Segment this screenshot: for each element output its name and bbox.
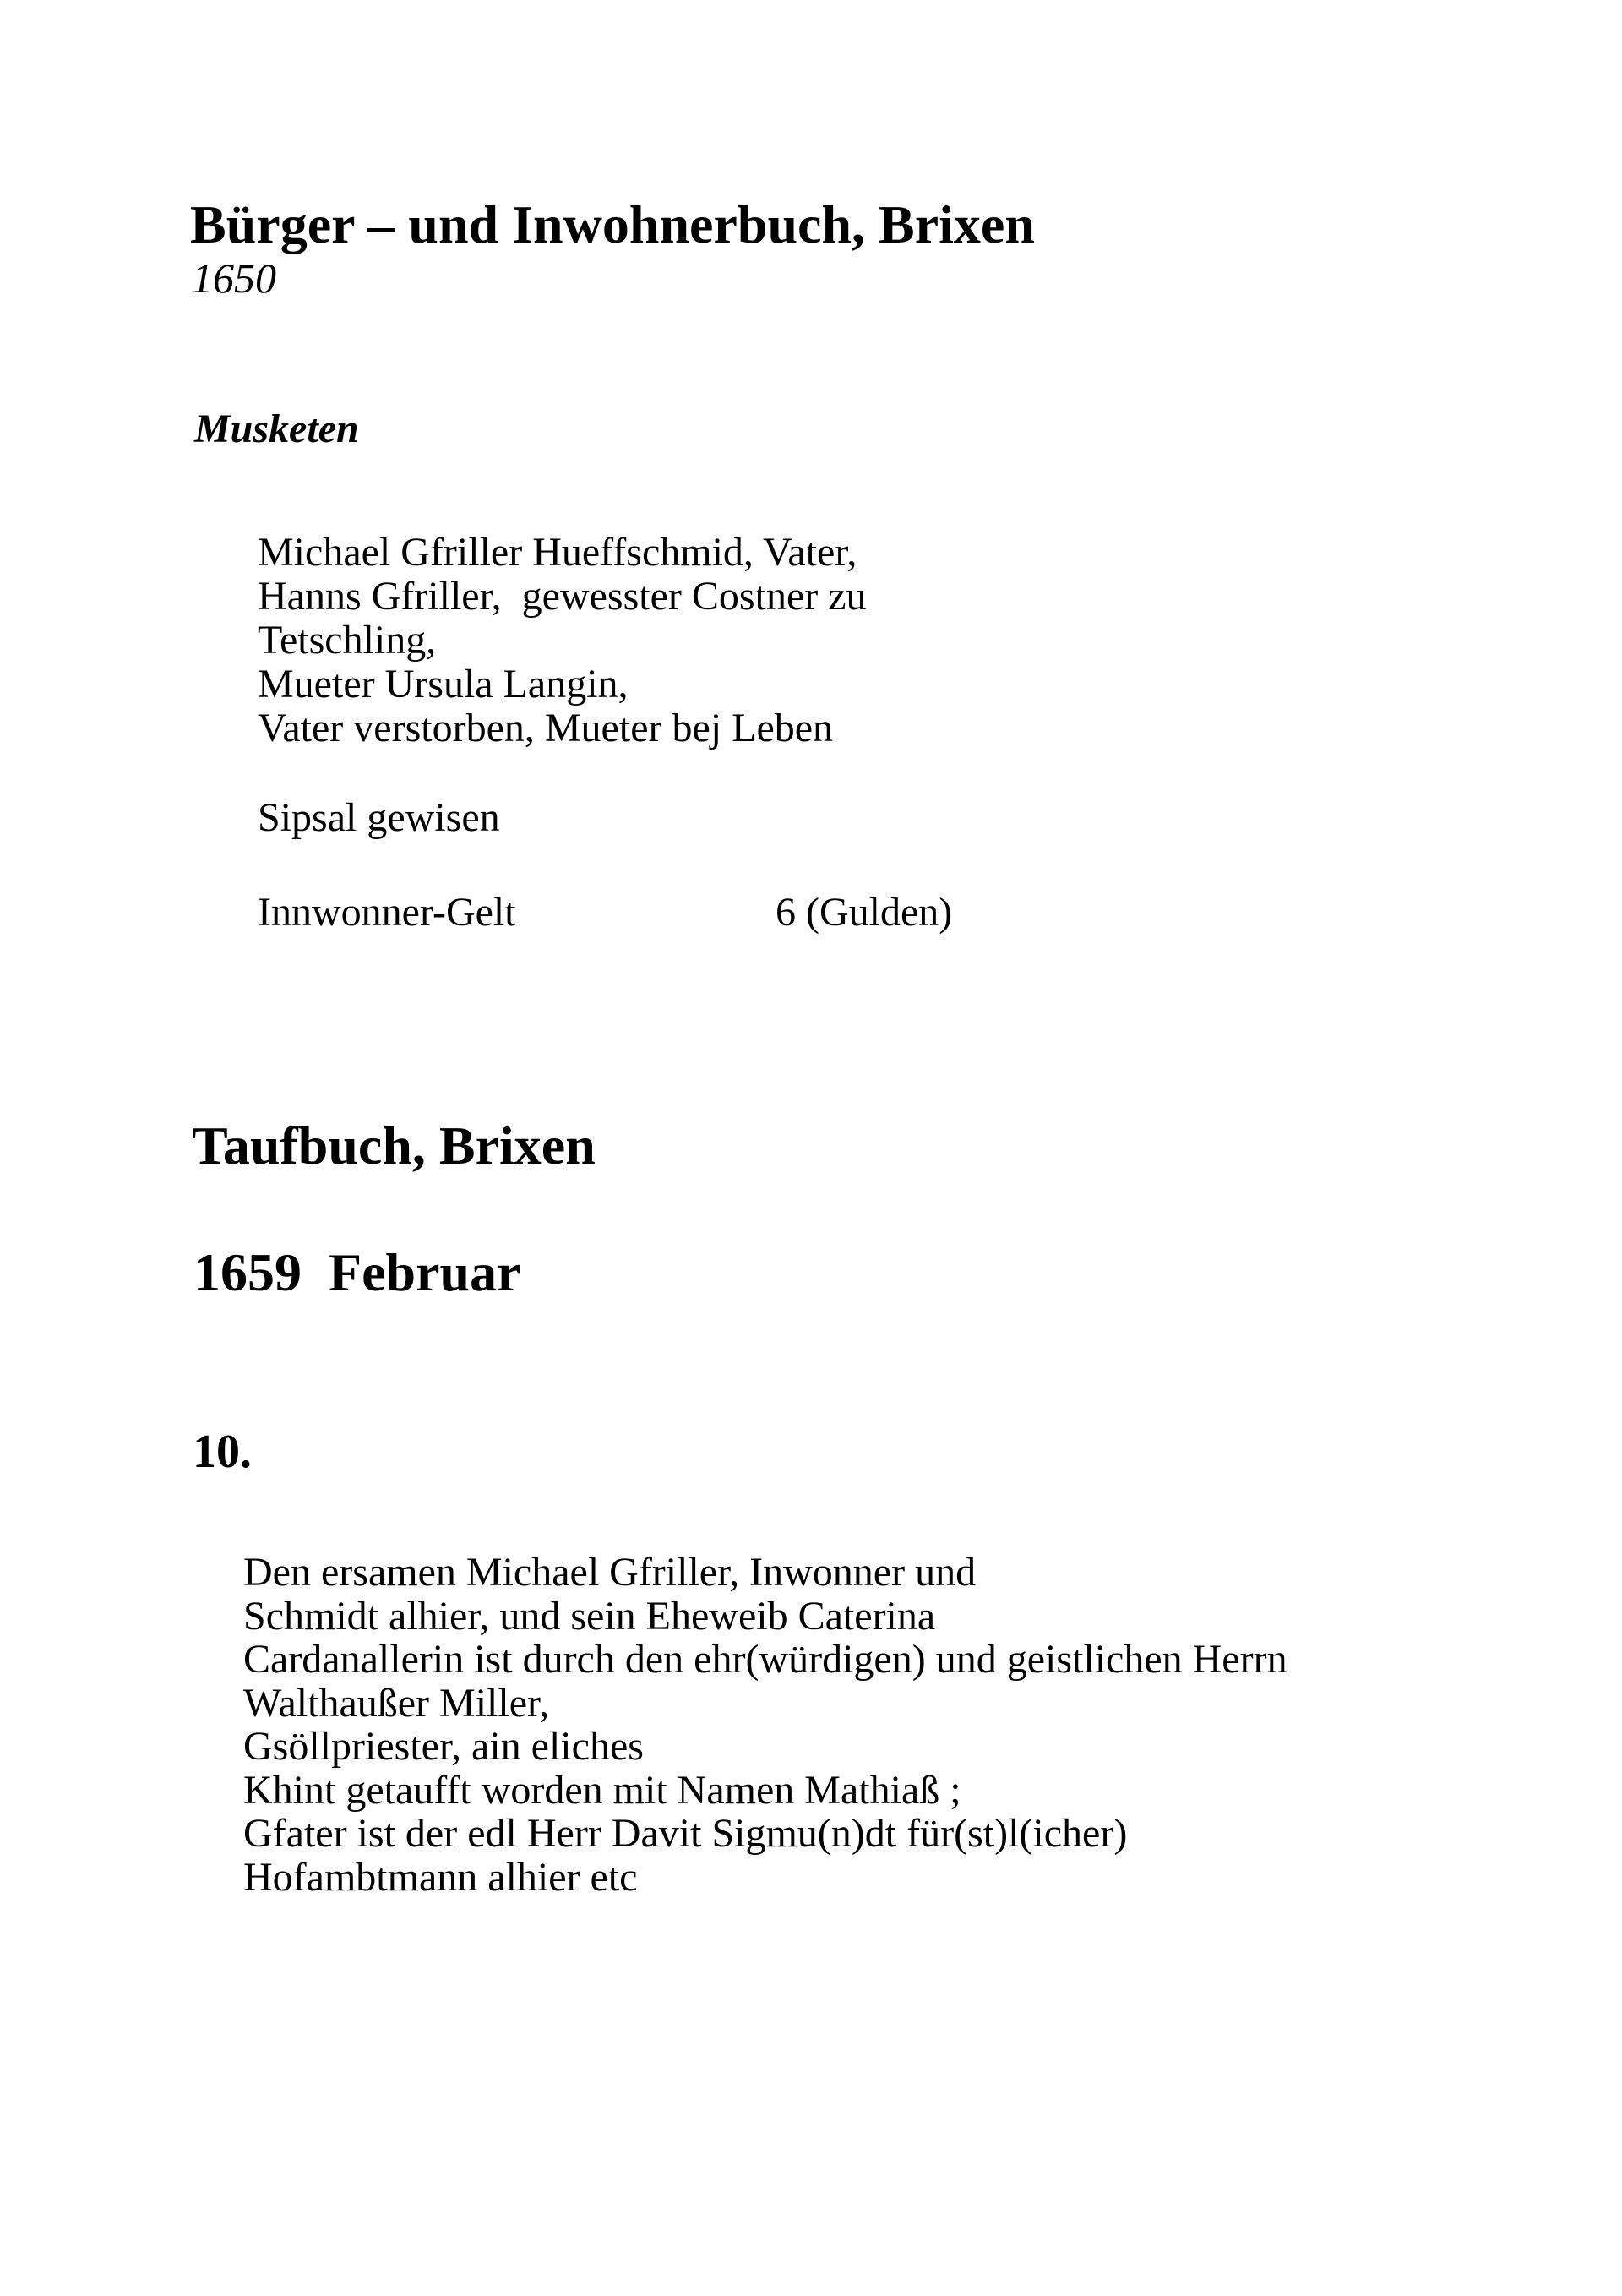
text-line: Cardanallerin ist durch den ehr(würdigen) und geistlichen Herrn — [243, 1637, 1287, 1682]
text-line: Den ersamen Michael Gfriller, Inwonner und — [243, 1550, 977, 1595]
text-line: Schmidt alhier, und sein Eheweib Caterina — [243, 1593, 936, 1639]
taufbuch-entry — [243, 1551, 1287, 1899]
taufbuch-date-heading: 1659 Februar — [193, 1242, 521, 1302]
musketen-heading: Musketen — [194, 406, 359, 451]
burgerbuch-title: Bürger – und Inwohnerbuch, Brixen — [190, 194, 1035, 254]
note-line: Sipsal gewisen — [258, 795, 500, 840]
burgerbuch-year: 1650 — [192, 254, 276, 302]
text-line: Michael Gfriller Hueffschmid, Vater, — [258, 530, 857, 575]
text-line: Tetschling, — [258, 618, 437, 663]
text-line: Vater verstorben, Mueter bej Leben — [258, 706, 834, 750]
text-line: Khint getaufft worden mit Namen Mathiaß ; — [243, 1767, 961, 1813]
taufbuch-entry-number: 10. — [193, 1426, 252, 1478]
taufbuch-title: Taufbuch, Brixen — [192, 1115, 596, 1175]
fee-value: 6 (Gulden) — [776, 890, 953, 935]
burgerbuch-entry — [258, 531, 867, 750]
fee-label: Innwonner-Gelt — [258, 890, 516, 935]
text-line: Hofambtmann alhier etc — [243, 1854, 638, 1900]
text-line: Hanns Gfriller, gewesster Costner zu — [258, 574, 867, 619]
text-line: Walthaußer Miller, — [243, 1680, 550, 1726]
text-line: Gfater ist der edl Herr Davit Sigmu(n)dt für(st)l(icher) — [243, 1811, 1128, 1856]
text-line: Gsöllpriester, ain eliches — [243, 1724, 644, 1769]
text-line: Mueter Ursula Langin, — [258, 662, 629, 706]
